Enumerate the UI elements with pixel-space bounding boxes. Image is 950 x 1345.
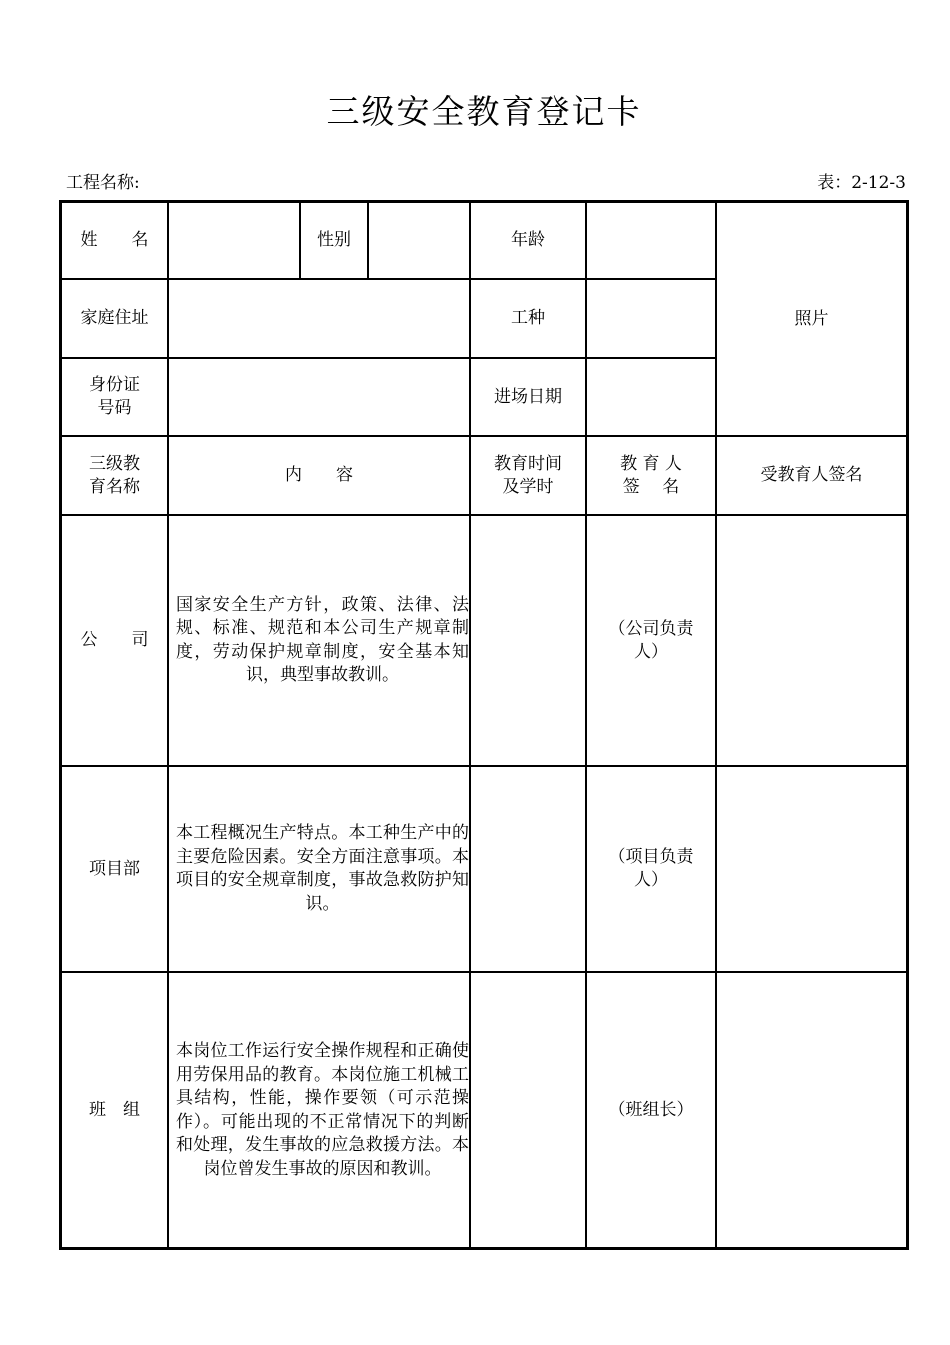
- level-team: 班 组: [89, 1100, 140, 1120]
- gender-value-field[interactable]: [369, 203, 469, 278]
- educator-company[interactable]: （公司负责 人）: [608, 618, 694, 662]
- trainee-signature-company[interactable]: [717, 516, 906, 765]
- name-label: 姓 名: [80, 230, 149, 250]
- time-company-field[interactable]: [471, 516, 585, 765]
- project-name-label: 工程名称:: [66, 173, 140, 193]
- id-number-label: 身份证 号码: [89, 375, 140, 418]
- time-project-field[interactable]: [471, 767, 585, 971]
- content-team: [176, 973, 469, 1248]
- photo-area[interactable]: 照片: [794, 308, 829, 329]
- job-type-label: 工种: [511, 308, 545, 328]
- level-company: 公 司: [80, 630, 149, 650]
- age-value-field[interactable]: [587, 203, 715, 278]
- trainee-signature-project[interactable]: [717, 767, 906, 971]
- address-value-field[interactable]: [169, 280, 469, 357]
- time-header: 教育时间 及学时: [494, 453, 562, 497]
- content-project-text: 本工程概况生产特点。本工种生产中的主要危险因素。安全方面注意事项。本项目的安全规章制度，事故急救防护知识。: [176, 823, 469, 914]
- page-title: 三级安全教育登记卡: [326, 92, 642, 131]
- level-project: 项目部: [89, 858, 140, 879]
- content-company-text: 国家安全生产方针，政策、法律、法规、标准、规范和本公司生产规章制度，劳动保护规章制度，安全基本知识，典型事故教训。: [176, 594, 469, 685]
- form-number: 表：2-12-3: [817, 173, 906, 193]
- content-header: 内 容: [285, 465, 353, 485]
- trainee-header: 受教育人签名: [760, 465, 863, 485]
- gender-label: 性别: [317, 230, 351, 250]
- job-type-value-field[interactable]: [587, 280, 715, 357]
- address-label: 家庭住址: [80, 308, 149, 328]
- age-label: 年龄: [511, 230, 545, 250]
- educator-project[interactable]: （项目负责 人）: [608, 847, 694, 890]
- id-number-value-field[interactable]: [169, 359, 469, 435]
- trainee-signature-team[interactable]: [717, 973, 906, 1248]
- time-team-field[interactable]: [471, 973, 585, 1248]
- level-header: 三级教 育名称: [89, 453, 140, 497]
- educator-header: 教 育 人 签 名: [620, 453, 682, 497]
- name-value-field[interactable]: [169, 203, 299, 278]
- entry-date-value-field[interactable]: [587, 359, 715, 435]
- entry-date-label: 进场日期: [494, 386, 562, 407]
- content-company: [176, 516, 469, 765]
- content-team-text: 本岗位工作运行安全操作规程和正确使用劳保用品的教育。本岗位施工机械工具结构，性能，操作要领（可示范操作）。可能出现的不正常情况下的判断和处理，发生事故的应急救援方法。本岗位曾发生事故的原因和教训。: [176, 1041, 469, 1179]
- content-project: [176, 767, 469, 971]
- educator-team[interactable]: （班组长）: [608, 1100, 694, 1120]
